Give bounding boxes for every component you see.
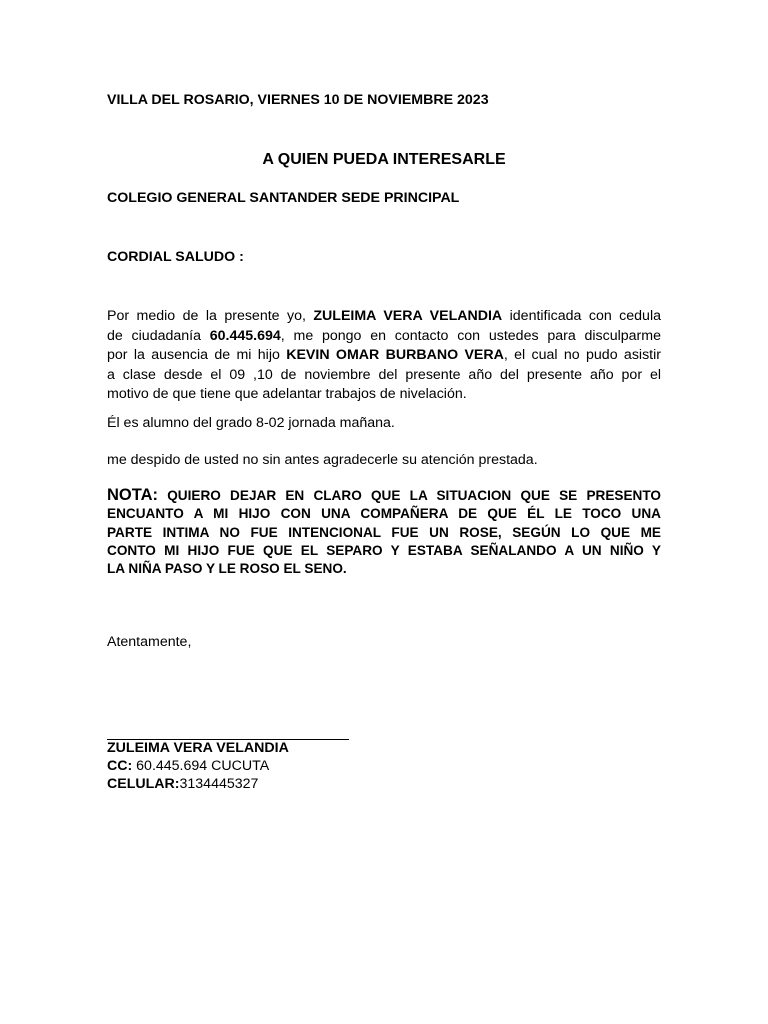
- body-line-2: [107, 327, 661, 347]
- body-text: de ciudadanía: [107, 327, 210, 344]
- signature-cc: [107, 757, 269, 775]
- note-line-3: PARTE INTIMA NO FUE INTENCIONAL FUE UN ROSE, SEGÚN LO QUE ME: [107, 524, 661, 540]
- signature-phone: [107, 775, 258, 793]
- body-text: por la ausencia de mi hijo: [107, 347, 287, 363]
- child-name: KEVIN OMAR BURBANO VERA: [286, 347, 504, 363]
- body-paragraph: [107, 307, 661, 405]
- note-line-2: ENCUANTO A MI HIJO CON UNA COMPAÑERA DE QUE ÉL LE TOCO UNA: [107, 506, 661, 522]
- cel-value: 3134445327: [179, 776, 259, 792]
- note-line-5: LA NIÑA PASO Y LE ROSO EL SENO.: [107, 561, 347, 577]
- cel-label: CELULAR:: [107, 776, 180, 792]
- id-number: 60.445.694: [209, 327, 281, 344]
- body-line-1: [107, 307, 661, 327]
- body-line-4: a clase desde el 09 ,10 de noviembre del presente año del presente año por el: [107, 366, 661, 383]
- note-paragraph: [107, 486, 661, 578]
- note-label: NOTA:: [107, 486, 159, 504]
- cc-label: CC:: [107, 758, 133, 774]
- date-line: VILLA DEL ROSARIO, VIERNES 10 DE NOVIEMBRE 2023: [107, 92, 489, 108]
- parent-name: ZULEIMA VERA VELANDIA: [313, 308, 503, 324]
- body-text: , me pongo en contacto con ustedes para disculparme: [280, 327, 661, 344]
- closing: Atentamente,: [107, 634, 192, 650]
- body-text: , el cual no pudo asistir: [503, 347, 661, 363]
- cc-value: 60.445.694 CUCUTA: [132, 758, 270, 774]
- note-line-4: CONTO MI HIJO FUE QUE EL SEPARO Y ESTABA SEÑALANDO A UN NIÑO Y: [107, 542, 661, 558]
- farewell-line: me despido de usted no sin antes agradecerle su atención prestada.: [107, 452, 538, 468]
- body-text: identificada con cedula: [502, 308, 661, 324]
- note-text: QUIERO DEJAR EN CLARO QUE LA SITUACION QUE SE PRESENTO: [158, 488, 661, 503]
- body-line-5: motivo de que tiene que adelantar trabajos de nivelación.: [107, 386, 467, 402]
- recipient-line: COLEGIO GENERAL SANTANDER SEDE PRINCIPAL: [107, 190, 460, 206]
- body-line-3: [107, 346, 661, 366]
- letter-title: A QUIEN PUEDA INTERESARLE: [262, 151, 506, 168]
- greeting: CORDIAL SALUDO :: [107, 249, 244, 265]
- body-text: Por medio de la presente yo,: [107, 308, 314, 324]
- grade-line: Él es alumno del grado 8-02 jornada mañana.: [107, 415, 395, 431]
- signature-name: ZULEIMA VERA VELANDIA: [107, 740, 289, 756]
- note-line-1: [107, 486, 661, 505]
